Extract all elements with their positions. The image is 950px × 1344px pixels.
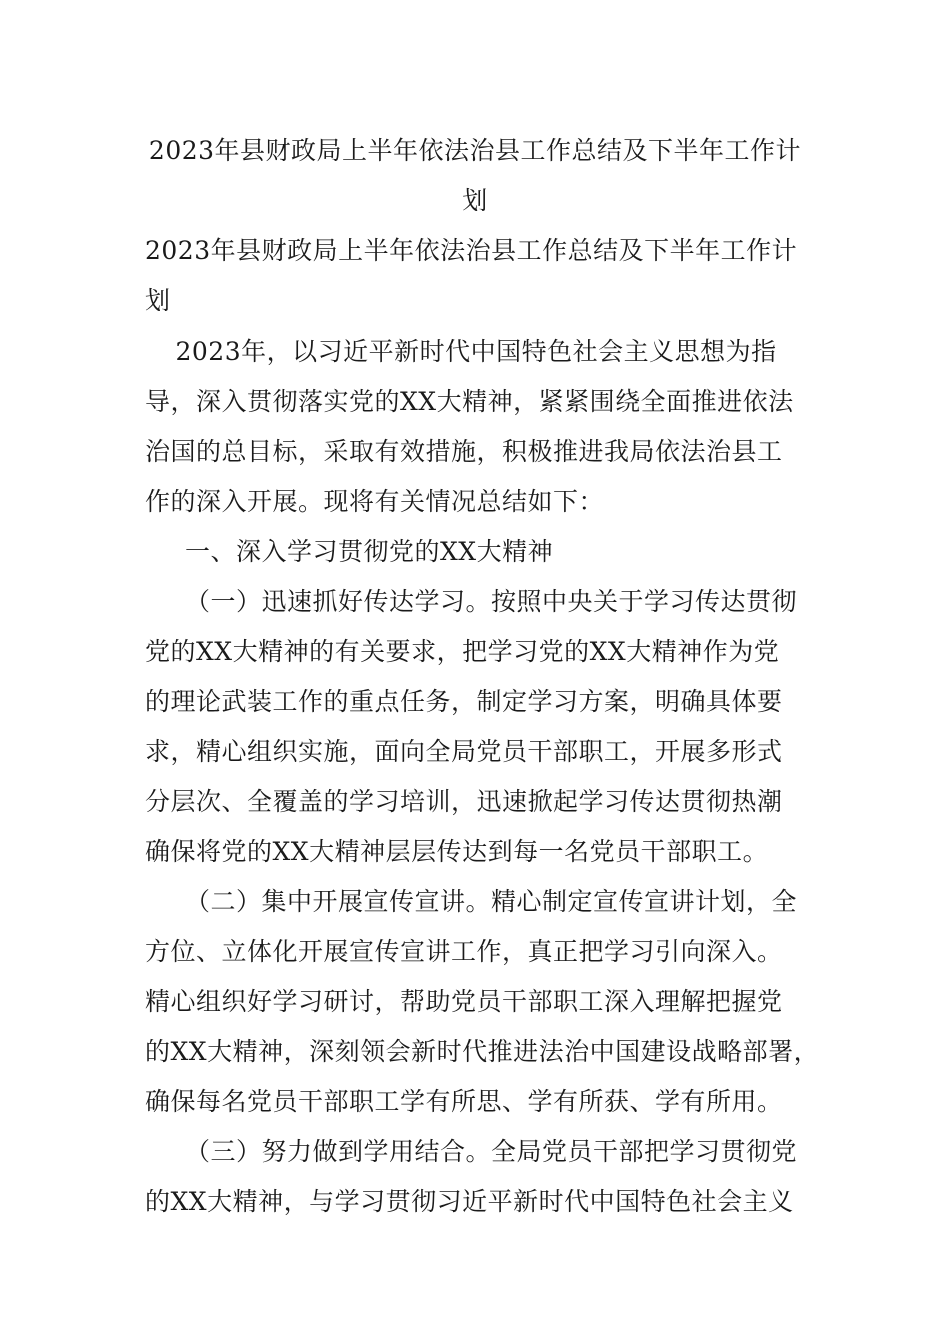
item-2-line-2: 方位、立体化开展宣传宣讲工作，真正把学习引向深入。	[145, 937, 783, 966]
item-2-line-5: 确保每名党员干部职工学有所思、学有所获、学有所用。	[145, 1087, 783, 1116]
item-1-line-4: 求，精心组织实施，面向全局党员干部职工，开展多形式	[145, 737, 783, 766]
item-2-line-4: 的XX大精神，深刻领会新时代推进法治中国建设战略部署，	[145, 1037, 820, 1066]
item-1-line-5: 分层次、全覆盖的学习培训，迅速掀起学习传达贯彻热潮	[145, 787, 783, 816]
section-1-heading: 一、深入学习贯彻党的XX大精神	[185, 537, 554, 566]
intro-line-1: 2023年，以习近平新时代中国特色社会主义思想为指	[150, 337, 777, 366]
document-title-line-1: 2023年县财政局上半年依法治县工作总结及下半年工作计	[148, 136, 802, 165]
item-3-line-1: （三）努力做到学用结合。全局党员干部把学习贯彻党	[185, 1137, 798, 1166]
subtitle-line-1: 2023年县财政局上半年依法治县工作总结及下半年工作计	[145, 236, 798, 265]
document-title-line-2: 划	[462, 186, 488, 215]
item-3-line-2: 的XX大精神，与学习贯彻习近平新时代中国特色社会主义	[145, 1187, 794, 1216]
intro-line-3: 治国的总目标，采取有效措施，积极推进我局依法治县工	[145, 437, 783, 466]
item-2-line-3: 精心组织好学习研讨，帮助党员干部职工深入理解把握党	[145, 987, 783, 1016]
intro-line-4: 作的深入开展。现将有关情况总结如下：	[145, 487, 605, 516]
intro-line-2: 导，深入贯彻落实党的XX大精神，紧紧围绕全面推进依法	[145, 387, 794, 416]
item-2-line-1: （二）集中开展宣传宣讲。精心制定宣传宣讲计划，全	[185, 887, 798, 916]
item-1-line-1: （一）迅速抓好传达学习。按照中央关于学习传达贯彻	[185, 587, 798, 616]
item-1-line-6: 确保将党的XX大精神层层传达到每一名党员干部职工。	[145, 837, 769, 866]
item-1-line-2: 党的XX大精神的有关要求，把学习党的XX大精神作为党	[145, 637, 780, 666]
subtitle-line-2: 划	[145, 286, 171, 315]
item-1-line-3: 的理论武装工作的重点任务，制定学习方案，明确具体要	[145, 687, 783, 716]
